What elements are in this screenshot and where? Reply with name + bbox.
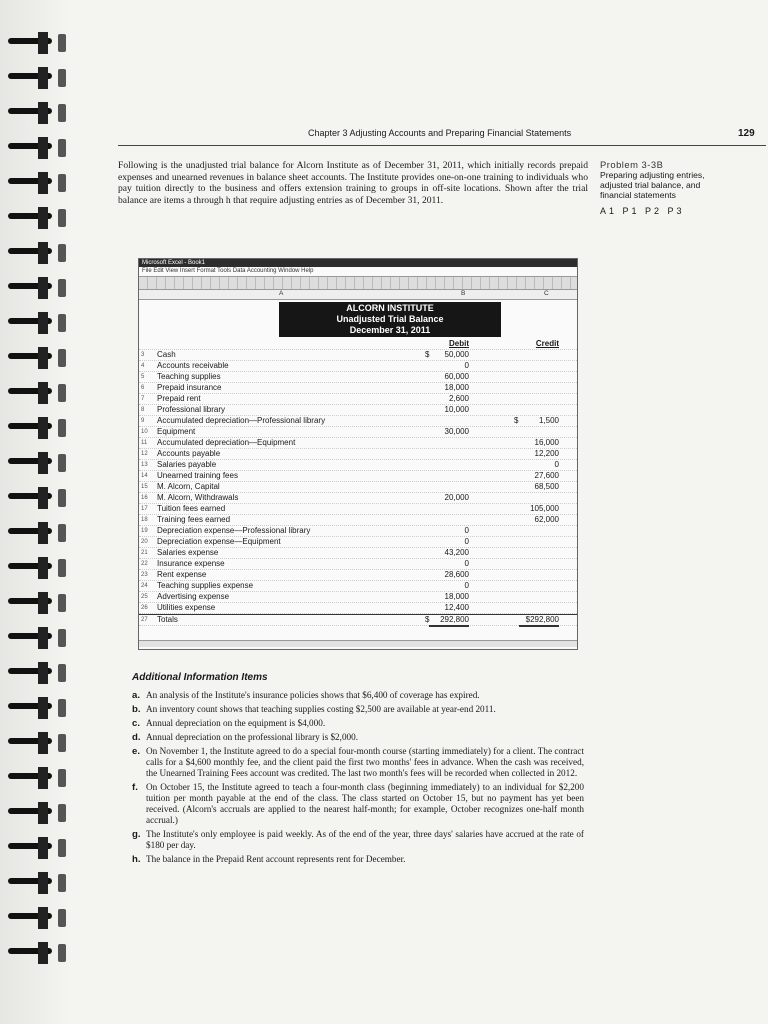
trial-balance-row <box>139 350 577 361</box>
trial-balance-row <box>139 570 577 581</box>
item-text: An analysis of the Institute's insurance policies shows that $6,400 of coverage has expired. <box>146 690 480 700</box>
trial-balance-rows <box>139 339 577 626</box>
account-name: Accounts payable <box>157 449 221 458</box>
account-name: Depreciation expense—Equipment <box>157 537 281 546</box>
spiral-coil <box>8 802 66 824</box>
account-name: Training fees earned <box>157 515 231 524</box>
row-number: 20 <box>141 539 148 545</box>
trial-balance-row <box>139 515 577 526</box>
credit-amount: 12,200 <box>534 449 559 458</box>
spiral-coil <box>8 627 66 649</box>
credit-amount: 105,000 <box>530 504 559 513</box>
spiral-coil <box>8 312 66 334</box>
sidebar-line: adjusted trial balance, and <box>600 180 701 190</box>
account-name: Prepaid insurance <box>157 383 222 392</box>
problem-id: Problem 3-3B <box>600 159 664 170</box>
column-header-a: A <box>279 290 284 297</box>
row-number: 14 <box>141 473 148 479</box>
account-name: Teaching supplies expense <box>157 581 254 590</box>
trial-balance-row <box>139 537 577 548</box>
debit-amount: 28,600 <box>444 570 469 579</box>
trial-balance-row <box>139 581 577 592</box>
spiral-coil <box>8 837 66 859</box>
debit-amount: 18,000 <box>444 383 469 392</box>
credit-amount: 27,600 <box>534 471 559 480</box>
row-number: 19 <box>141 528 148 534</box>
debit-amount: 60,000 <box>444 372 469 381</box>
column-header-c: C <box>544 290 549 297</box>
credit-amount: 68,500 <box>534 482 559 491</box>
header-rule <box>118 145 766 146</box>
item-letter: d. <box>132 732 141 743</box>
column-header-b: B <box>461 290 466 297</box>
row-number: 17 <box>141 506 148 512</box>
spiral-coil <box>8 137 66 159</box>
row-number: 6 <box>141 385 145 391</box>
spiral-coil <box>8 872 66 894</box>
item-letter: c. <box>132 718 141 729</box>
debit-amount: 20,000 <box>444 493 469 502</box>
info-item <box>132 690 584 701</box>
credit-amount: 62,000 <box>534 515 559 524</box>
trial-balance-row <box>139 482 577 493</box>
account-name: Rent expense <box>157 570 207 579</box>
credit-amount: $292,800 <box>519 615 559 627</box>
spiral-coil <box>8 382 66 404</box>
row-number: 18 <box>141 517 148 523</box>
sheet-tabs <box>139 640 577 647</box>
account-name: Insurance expense <box>157 559 225 568</box>
debit-amount: 292,800 <box>429 615 469 627</box>
row-number: 22 <box>141 561 148 567</box>
account-name: Advertising expense <box>157 592 230 601</box>
spiral-coil <box>8 522 66 544</box>
info-item <box>132 746 584 779</box>
item-text: On October 15, the Institute agreed to teach a four-month class (beginning immediately) to an individual for $2,200 tuition per month payable at the end of the class. The class started on October 15, but no payment has yet been received. (Alcorn's accruals are applied to the nearest half-month; for example, October recognizes one-half month accrual.) <box>146 782 584 825</box>
debit-currency: $ <box>425 350 430 359</box>
trial-balance-row <box>139 372 577 383</box>
debit-amount: 0 <box>464 526 469 535</box>
row-number: 7 <box>141 396 145 402</box>
debit-currency: $ <box>425 615 430 624</box>
credit-amount: 0 <box>554 460 559 469</box>
sidebar-line: Preparing adjusting entries, <box>600 170 705 180</box>
account-name: M. Alcorn, Withdrawals <box>157 493 239 502</box>
item-text: An inventory count shows that teaching supplies costing $2,500 are available at year-end 2011. <box>146 704 496 714</box>
row-number: 5 <box>141 374 145 380</box>
info-item <box>132 782 584 826</box>
spiral-coil <box>8 207 66 229</box>
row-number: 9 <box>141 418 145 424</box>
column-labels-row <box>139 339 577 350</box>
spiral-coil <box>8 557 66 579</box>
row-number: 26 <box>141 605 148 611</box>
account-name: Depreciation expense—Professional library <box>157 526 311 535</box>
company-name: ALCORN INSTITUTE <box>346 303 434 313</box>
debit-amount: 0 <box>464 361 469 370</box>
info-item <box>132 732 584 743</box>
trial-balance-row <box>139 394 577 405</box>
item-letter: e. <box>132 746 141 757</box>
spiral-coil <box>8 697 66 719</box>
trial-balance-row <box>139 405 577 416</box>
trial-balance-title <box>279 302 501 337</box>
row-number: 16 <box>141 495 148 501</box>
credit-amount: 16,000 <box>534 438 559 447</box>
debit-amount: 0 <box>464 537 469 546</box>
trial-balance-row <box>139 603 577 614</box>
spiral-coil <box>8 347 66 369</box>
row-number: 21 <box>141 550 148 556</box>
spiral-coil <box>8 487 66 509</box>
debit-amount: 0 <box>464 559 469 568</box>
account-name: Salaries payable <box>157 460 217 469</box>
row-number: 11 <box>141 440 148 446</box>
debit-amount: 12,400 <box>444 603 469 612</box>
info-item <box>132 704 584 715</box>
debit-amount: 0 <box>464 581 469 590</box>
account-name: Cash <box>157 350 176 359</box>
item-letter: b. <box>132 704 141 715</box>
info-item <box>132 718 584 729</box>
row-number: 23 <box>141 572 148 578</box>
trial-balance-row <box>139 592 577 603</box>
spiral-coil <box>8 592 66 614</box>
spreadsheet-window <box>138 258 578 650</box>
item-text: Annual depreciation on the professional library is $2,000. <box>146 732 359 742</box>
spiral-binding <box>0 0 72 1024</box>
spiral-coil <box>8 32 66 54</box>
info-item <box>132 854 584 865</box>
trial-balance-row <box>139 427 577 438</box>
spiral-coil <box>8 102 66 124</box>
account-name: Teaching supplies <box>157 372 221 381</box>
spiral-coil <box>8 732 66 754</box>
row-number: 12 <box>141 451 148 457</box>
spreadsheet-title-bar: Microsoft Excel - Book1 <box>139 259 577 267</box>
debit-amount: 50,000 <box>444 350 469 359</box>
debit-amount: 2,600 <box>448 394 469 403</box>
account-name: Salaries expense <box>157 548 219 557</box>
row-number: 3 <box>141 352 145 358</box>
trial-balance-row <box>139 383 577 394</box>
trial-balance-row <box>139 493 577 504</box>
spiral-coil <box>8 452 66 474</box>
trial-balance-row <box>139 504 577 515</box>
spiral-coil <box>8 907 66 929</box>
credit-amount: 1,500 <box>538 416 559 425</box>
trial-balance-row <box>139 548 577 559</box>
account-name: M. Alcorn, Capital <box>157 482 220 491</box>
account-name: Utilities expense <box>157 603 216 612</box>
chapter-header: Chapter 3 Adjusting Accounts and Preparing Financial Statements <box>308 128 572 138</box>
sidebar-line: financial statements <box>600 190 676 200</box>
trial-balance-row <box>139 471 577 482</box>
account-name: Prepaid rent <box>157 394 201 403</box>
spreadsheet-toolbar <box>139 277 577 290</box>
additional-info-items <box>132 690 584 868</box>
account-name: Unearned training fees <box>157 471 238 480</box>
trial-balance-row <box>139 361 577 372</box>
item-letter: h. <box>132 854 141 865</box>
column-headers <box>139 290 577 300</box>
trial-balance-row <box>139 559 577 570</box>
spiral-coil <box>8 942 66 964</box>
credit-header: Credit <box>535 339 559 348</box>
spiral-coil <box>8 767 66 789</box>
item-text: Annual depreciation on the equipment is $4,000. <box>146 718 326 728</box>
row-number: 13 <box>141 462 148 468</box>
spiral-coil <box>8 172 66 194</box>
trial-balance-row <box>139 526 577 537</box>
item-letter: g. <box>132 829 141 840</box>
account-name: Professional library <box>157 405 226 414</box>
account-name: Accumulated depreciation—Equipment <box>157 438 296 447</box>
statement-name: Unadjusted Trial Balance <box>336 314 444 324</box>
problem-sidebar <box>600 160 760 216</box>
item-text: The balance in the Prepaid Rent account represents rent for December. <box>146 854 406 864</box>
debit-amount: 18,000 <box>444 592 469 601</box>
spiral-coil <box>8 417 66 439</box>
learning-objectives: A1 P1 P2 P3 <box>600 206 685 216</box>
row-number: 27 <box>141 617 148 623</box>
debit-amount: 43,200 <box>444 548 469 557</box>
account-name: Tuition fees earned <box>157 504 226 513</box>
trial-balance-row <box>139 416 577 427</box>
statement-date: December 31, 2011 <box>349 325 431 335</box>
item-text: On November 1, the Institute agreed to do a special four-month course (starting immediately) for a client. The contract calls for a $4,600 monthly fee, and the client paid the first two months' fees in advance. When the cash was received, the Unearned Training Fees account was credited. The last two month's fees will be recorded when collected in 2012. <box>146 746 584 778</box>
row-number: 10 <box>141 429 148 435</box>
account-name: Totals <box>157 615 178 624</box>
info-item <box>132 829 584 851</box>
item-letter: a. <box>132 690 141 701</box>
trial-balance-row <box>139 460 577 471</box>
spiral-coil <box>8 67 66 89</box>
trial-balance-row <box>139 449 577 460</box>
item-letter: f. <box>132 782 138 793</box>
additional-info-heading: Additional Information Items <box>132 672 268 683</box>
row-number: 25 <box>141 594 148 600</box>
account-name: Accounts receivable <box>157 361 229 370</box>
debit-amount: 10,000 <box>444 405 469 414</box>
trial-balance-row <box>139 614 577 626</box>
debit-header: Debit <box>449 339 469 348</box>
spiral-coil <box>8 277 66 299</box>
trial-balance-row <box>139 438 577 449</box>
row-number: 15 <box>141 484 148 490</box>
row-number: 4 <box>141 363 145 369</box>
spreadsheet-menu-bar: File Edit View Insert Format Tools Data Accounting Window Help <box>139 267 577 277</box>
spiral-coil <box>8 662 66 684</box>
row-number: 8 <box>141 407 145 413</box>
account-name: Accumulated depreciation—Professional library <box>157 416 326 425</box>
problem-intro: Following is the unadjusted trial balance for Alcorn Institute as of December 31, 2011, which initially records prepaid expenses and unearned revenues in balance sheet accounts. The Institute provides one-on-one training to individuals who pay tuition directly to the business and offers extension training to groups in off-site locations. Shown after the trial balance are items a through h that require adjusting entries as of December 31, 2011. <box>118 160 588 206</box>
debit-amount: 30,000 <box>444 427 469 436</box>
spiral-coil <box>8 242 66 264</box>
page-number: 129 <box>738 128 755 139</box>
account-name: Equipment <box>157 427 196 436</box>
row-number: 24 <box>141 583 148 589</box>
item-text: The Institute's only employee is paid weekly. As of the end of the year, three days' salaries have accrued at the rate of $180 per day. <box>146 829 584 850</box>
credit-currency: $ <box>514 416 519 425</box>
